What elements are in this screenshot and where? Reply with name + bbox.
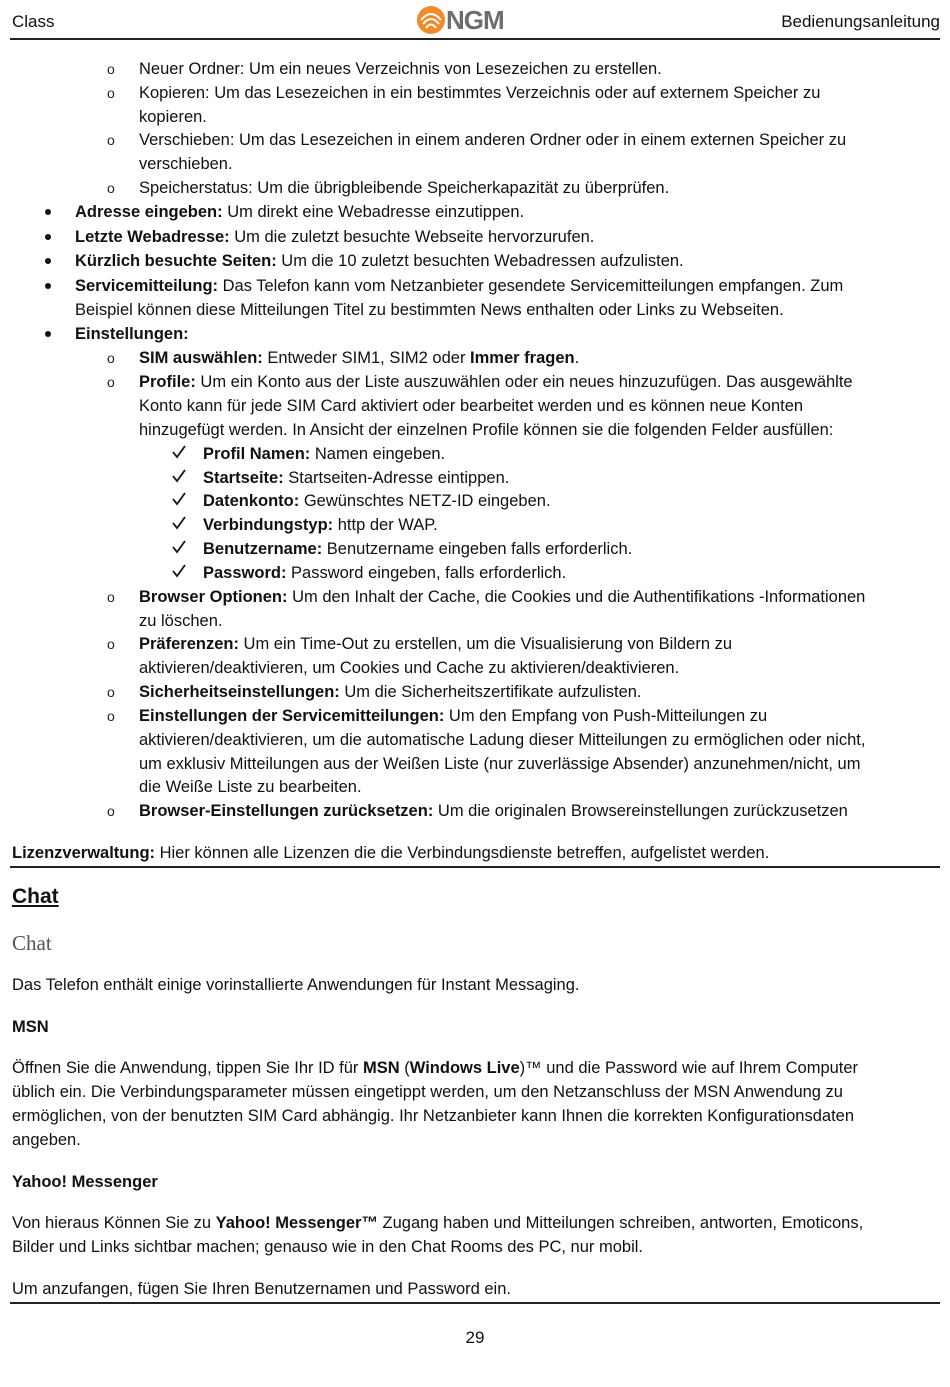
bullet-icon bbox=[45, 209, 51, 215]
circle-bullet-icon: o bbox=[107, 132, 115, 148]
list-item: Kürzlich besuchte Seiten: Um die 10 zuletzt besuchten Webadressen aufzulisten. bbox=[75, 252, 684, 270]
list-item: Einstellungen: bbox=[75, 325, 189, 343]
checkmark-icon bbox=[171, 491, 187, 507]
list-item: Speicherstatus: Um die übrigbleibende Speicherkapazität zu überprüfen. bbox=[139, 179, 670, 197]
list-item-continuation: Konto kann für jede SIM Card aktiviert oder bearbeitet werden und es können neue Konten bbox=[139, 397, 804, 415]
circle-bullet-icon: o bbox=[107, 85, 115, 101]
list-item: Kopieren: Um das Lesezeichen in ein bestimmtes Verzeichnis oder auf externem Speicher zu bbox=[139, 84, 821, 102]
circle-bullet-icon: o bbox=[107, 374, 115, 390]
checkmark-icon bbox=[171, 515, 187, 531]
circle-bullet-icon: o bbox=[107, 180, 115, 196]
yahoo-paragraph-line: Von hieraus Können Sie zu Yahoo! Messenger™ Zugang haben und Mitteilungen schreiben, antworten, Emoticons, bbox=[12, 1214, 864, 1232]
circle-bullet-icon: o bbox=[107, 684, 115, 700]
list-item: Verbindungstyp: http der WAP. bbox=[203, 516, 438, 534]
circle-bullet-icon: o bbox=[107, 636, 115, 652]
ngm-logo-icon bbox=[416, 4, 446, 36]
header-left-text: Class bbox=[12, 12, 55, 31]
checkmark-icon bbox=[171, 563, 187, 579]
list-item-continuation: zu löschen. bbox=[139, 612, 223, 630]
yahoo-title: Yahoo! Messenger bbox=[12, 1173, 158, 1191]
checkmark-icon bbox=[171, 539, 187, 555]
bullet-icon bbox=[45, 258, 51, 264]
checkmark-icon bbox=[171, 444, 187, 460]
circle-bullet-icon: o bbox=[107, 350, 115, 366]
list-item-continuation: um exklusiv Mitteilungen aus der Weißen Liste (nur zuverlässige Absender) anzunehmen/nicht, um bbox=[139, 755, 861, 773]
list-item: Profil Namen: Namen eingeben. bbox=[203, 445, 446, 463]
header-right-text: Bedienungsanleitung bbox=[781, 12, 940, 31]
list-item: Letzte Webadresse: Um die zuletzt besuchte Webseite hervorzurufen. bbox=[75, 228, 595, 246]
list-item-continuation: hinzugefügt werden. In Ansicht der einzelnen Profile können sie die folgenden Felder ausfüllen: bbox=[139, 421, 834, 439]
msn-paragraph-line: Öffnen Sie die Anwendung, tippen Sie Ihr ID für MSN (Windows Live)™ und die Password wie auf Ihrem Computer bbox=[12, 1059, 859, 1077]
license-paragraph: Lizenzverwaltung: Hier können alle Lizenzen die die Verbindungsdienste betreffen, aufgelistet werden. bbox=[12, 844, 770, 862]
list-item-continuation: Beispiel können diese Mitteilungen Titel zu bestimmten News enthalten oder Links zu Webseiten. bbox=[75, 301, 784, 319]
list-item: SIM auswählen: Entweder SIM1, SIM2 oder Immer fragen. bbox=[139, 349, 580, 367]
start-paragraph: Um anzufangen, fügen Sie Ihren Benutzernamen und Password ein. bbox=[12, 1280, 511, 1298]
circle-bullet-icon: o bbox=[107, 589, 115, 605]
list-item: Browser-Einstellungen zurücksetzen: Um die originalen Browsereinstellungen zurückzusetzen bbox=[139, 802, 848, 820]
page-header bbox=[10, 4, 940, 38]
list-item: Servicemitteilung: Das Telefon kann vom Netzanbieter gesendete Servicemitteilungen empfangen. Zum bbox=[75, 277, 844, 295]
page-number: 29 bbox=[465, 1328, 485, 1347]
circle-bullet-icon: o bbox=[107, 708, 115, 724]
section-subheading: Chat bbox=[12, 931, 52, 955]
circle-bullet-icon: o bbox=[107, 803, 115, 819]
footer-divider bbox=[10, 1302, 940, 1304]
ngm-logo bbox=[416, 4, 532, 36]
list-item-continuation: die Weiße Liste zu bearbeiten. bbox=[139, 778, 362, 796]
list-item-continuation: aktivieren/deaktivieren, um die automatische Ladung dieser Mitteilungen zu ermöglichen oder nicht, bbox=[139, 731, 866, 749]
list-item: Präferenzen: Um ein Time-Out zu erstellen, um die Visualisierung von Bildern zu bbox=[139, 635, 733, 653]
list-item: Neuer Ordner: Um ein neues Verzeichnis von Lesezeichen zu erstellen. bbox=[139, 60, 662, 78]
list-item: Password: Password eingeben, falls erforderlich. bbox=[203, 564, 567, 582]
msn-paragraph-line: üblich ein. Die Verbindungsparameter müssen eingetippt werden, um den Netzanschluss der MSN Anwendung zu bbox=[12, 1083, 843, 1101]
logo-text: NGM bbox=[446, 5, 504, 35]
chat-intro: Das Telefon enthält einige vorinstallierte Anwendungen für Instant Messaging. bbox=[12, 976, 580, 994]
section-divider bbox=[10, 866, 940, 868]
list-item: Einstellungen der Servicemitteilungen: Um den Empfang von Push-Mitteilungen zu bbox=[139, 707, 768, 725]
list-item: Startseite: Startseiten-Adresse eintippen. bbox=[203, 469, 510, 487]
list-item: Profile: Um ein Konto aus der Liste auszuwählen oder ein neues hinzuzufügen. Das ausgewählte bbox=[139, 373, 853, 391]
list-item-continuation: kopieren. bbox=[139, 108, 207, 126]
bullet-icon bbox=[45, 283, 51, 289]
bullet-icon bbox=[45, 234, 51, 240]
list-item: Sicherheitseinstellungen: Um die Sicherheitszertifikate aufzulisten. bbox=[139, 683, 642, 701]
list-item-continuation: aktivieren/deaktivieren, um Cookies und Cache zu aktivieren/deaktivieren. bbox=[139, 659, 680, 677]
msn-title: MSN bbox=[12, 1018, 49, 1036]
list-item: Datenkonto: Gewünschtes NETZ-ID eingeben. bbox=[203, 492, 551, 510]
msn-paragraph-line: ermöglichen, von der benutzten SIM Card abhängig. Ihr Netzanbieter kann Ihnen die korrekten Konfigurationsdaten bbox=[12, 1107, 855, 1125]
section-heading: Chat bbox=[12, 885, 59, 908]
list-item-continuation: verschieben. bbox=[139, 155, 233, 173]
checkmark-icon bbox=[171, 468, 187, 484]
msn-paragraph-line: angeben. bbox=[12, 1131, 81, 1149]
list-item: Adresse eingeben: Um direkt eine Webadresse einzutippen. bbox=[75, 203, 525, 221]
list-item: Verschieben: Um das Lesezeichen in einem anderen Ordner oder in einem externen Speicher zu bbox=[139, 131, 847, 149]
list-item: Browser Optionen: Um den Inhalt der Cache, die Cookies und die Authentifikations -Informationen bbox=[139, 588, 866, 606]
yahoo-paragraph-line: Bilder und Links sichtbar machen; genauso wie in den Chat Rooms des PC, nur mobil. bbox=[12, 1238, 643, 1256]
header-rule bbox=[10, 38, 940, 40]
list-item: Benutzername: Benutzername eingeben falls erforderlich. bbox=[203, 540, 633, 558]
bullet-icon bbox=[45, 331, 51, 337]
circle-bullet-icon: o bbox=[107, 61, 115, 77]
